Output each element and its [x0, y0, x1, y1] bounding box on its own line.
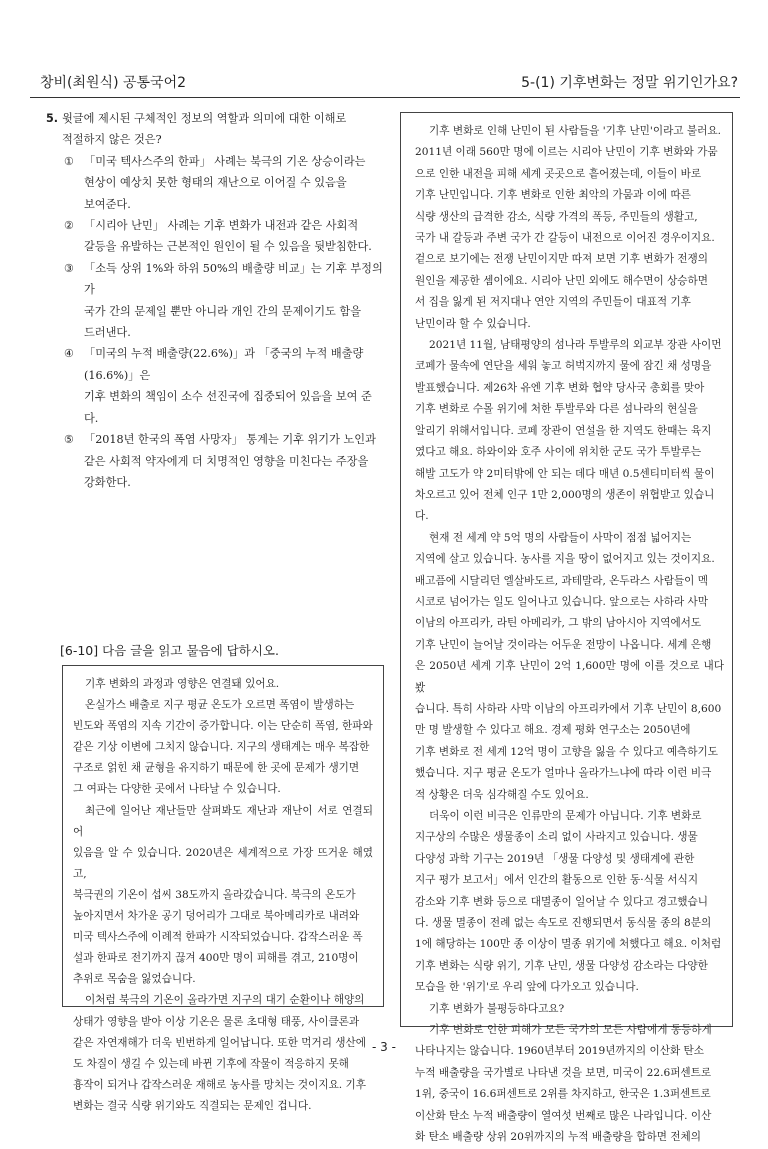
- passage-line: 나타나지는 않습니다. 1960년부터 2019년까지의 이산화 탄소: [415, 1045, 705, 1058]
- section-instruction: [6-10] 다음 글을 읽고 물음에 답하시오.: [60, 643, 279, 658]
- passage-line: 지구상의 수많은 생물종이 소리 없이 사라지고 있습니다. 생물: [415, 831, 698, 844]
- passage-line: 이남의 아프리카, 라틴 아메리카, 그 밖의 남아시아 지역에서도: [415, 617, 702, 630]
- passage-line: 다. 생물 멸종이 전례 없는 속도로 진행되면서 동식물 종의 8분의: [415, 917, 712, 930]
- passage-right-text: [415, 121, 724, 1149]
- question-stem: [46, 108, 384, 151]
- option-text-line: 현상이 예상치 못한 형태의 재난으로 이어질 수 있음을: [84, 176, 347, 190]
- header-textbook-title: 창비(최원식) 공통국어2: [40, 75, 186, 91]
- passage-line: 그 여파는 다양한 곳에서 나타날 수 있습니다.: [73, 783, 281, 796]
- answer-option[interactable]: [54, 215, 384, 258]
- passage-line: 기후 난민입니다. 기후 변화로 인한 최악의 가뭄과 이에 따른: [415, 189, 691, 202]
- passage-line: 국가 내 갈등과 주변 국가 간 갈등이 내전으로 이어진 경우이지요.: [415, 232, 715, 245]
- passage-line: 식량 생산의 급격한 감소, 식량 가격의 폭등, 주민들의 생활고,: [415, 210, 698, 223]
- passage-line: 이처럼 북극의 기온이 올라가면 지구의 대기 순환이나 해양의: [85, 994, 365, 1007]
- passage-line: 였다고 해요. 하와이와 호주 사이에 위치한 군도 국가 투발루는: [415, 446, 702, 459]
- passage-line: 기후 변화로 수몰 위기에 처한 투발루와 다른 섬나라의 현실을: [415, 403, 698, 416]
- passage-line: 습니다. 특히 사하라 사막 이남의 아프리카에서 기후 난민이 8,600: [415, 702, 722, 715]
- passage-line: 겉으로 보기에는 전쟁 난민이지만 따져 보면 기후 변화가 전쟁의: [415, 253, 709, 266]
- passage-box-left: [62, 665, 384, 1112]
- passage-line: 은 2050년 세계 기후 난민이 2억 1,600만 명에 이를 것으로 내다봤: [415, 660, 724, 694]
- passage-line: 같은 기상 이변에 그치지 않습니다. 지구의 생태계는 매우 복잡한: [73, 741, 370, 754]
- passage-line: 다양성 과학 기구는 2019년 「생물 다양성 및 생태계에 관한: [415, 852, 695, 865]
- passage-line: 상태가 영향을 받아 이상 기온은 물론 초대형 태풍, 사이클론과: [73, 1015, 360, 1028]
- passage-paragraph: [415, 999, 724, 1020]
- option-text-line: 같은 사회적 약자에게 더 치명적인 영향을 미친다는 주장을: [84, 454, 369, 468]
- option-marker: ④: [64, 347, 75, 361]
- answer-option[interactable]: [54, 343, 384, 429]
- passage-line: 기후 변화로 인한 피해가 모든 국가의 모든 사람에게 동등하게: [429, 1024, 712, 1037]
- question-stem-line: 적절하지 않은 것은?: [62, 133, 162, 147]
- passage-line: 설과 한파로 전기까지 끊겨 400만 명이 피해를 겪고, 210명이: [73, 952, 359, 965]
- question-number: 5.: [46, 112, 59, 125]
- passage-line: 미국 텍사스주에 이례적 한파가 시작되었습니다. 갑작스러운 폭: [73, 931, 363, 944]
- passage-line: 기후 변화로 인해 난민이 된 사람들을 '기후 난민'이라고 불러요.: [429, 125, 721, 137]
- option-text-line: 갈등을 유발하는 근본적인 원인이 될 수 있음을 뒷받침한다.: [84, 240, 372, 254]
- passage-line: 난민이라 할 수 있습니다.: [415, 317, 531, 330]
- answer-option[interactable]: [54, 258, 384, 344]
- option-text-line: 기후 변화의 책임이 소수 선진국에 집중되어 있음을 보여 준다.: [84, 390, 372, 425]
- passage-line: 화 탄소 배출량 상위 20위까지의 누적 배출량을 합하면 전체의: [415, 1131, 702, 1144]
- passage-line: 북극권의 기온이 섭씨 38도까지 올라갔습니다. 북극의 온도가: [73, 888, 356, 901]
- passage-line: 1위, 중국이 16.6퍼센트로 2위를 차지하고, 한국은 1.3퍼센트로: [415, 1088, 711, 1101]
- passage-line: 만 명 발생할 수 있다고 해요. 경제 평화 연구소는 2050년에: [415, 724, 691, 737]
- passage-paragraph: [415, 528, 724, 806]
- passage-line: 서 집을 잃게 된 저지대나 연안 지역의 주민들이 대표적 기후: [415, 296, 691, 309]
- passage-paragraph: [73, 695, 373, 800]
- option-marker: ③: [64, 261, 75, 275]
- option-text-line: 「미국 텍사스주의 한파」 사례는 북극의 기온 상승이라는: [84, 154, 366, 168]
- header-divider: [30, 97, 740, 98]
- passage-line: 더욱이 이런 비극은 인류만의 문제가 아닙니다. 기후 변화로: [429, 810, 702, 822]
- passage-box-right: [400, 112, 733, 1144]
- option-text-line: 「시리아 난민」 사례는 기후 변화가 내전과 같은 사회적: [84, 219, 359, 233]
- answer-option[interactable]: [54, 429, 384, 493]
- passage-line: 2011년 이래 560만 명에 이르는 시리아 난민이 기후 변화와 가뭄: [415, 146, 718, 159]
- passage-line: 적 상황은 더욱 심각해질 수도 있어요.: [415, 788, 589, 801]
- option-text-line: 「소득 상위 1%와 하위 50%의 배출량 비교」는 기후 부정의가: [84, 261, 383, 297]
- passage-line: 다.: [415, 510, 429, 523]
- passage-line: 온실가스 배출로 지구 평균 온도가 오르면 폭염이 발생하는: [85, 699, 355, 712]
- passage-line: 지구 평가 보고서」에서 인간의 활동으로 인한 동·식물 서식지: [415, 874, 699, 887]
- passage-line: 코페가 물속에 연단을 세워 놓고 허벅지까지 물에 잠긴 채 성명을: [415, 360, 712, 373]
- option-marker: ①: [64, 154, 75, 168]
- passage-line: 차오르고 있어 전체 인구 1만 2,000명의 생존이 위협받고 있습니: [415, 488, 715, 501]
- passage-line: 있음을 알 수 있습니다. 2020년은 세계적으로 가장 뜨거운 해였고,: [73, 846, 373, 880]
- passage-paragraph: [415, 121, 724, 335]
- question-stem-line: 윗글에 제시된 구체적인 정보의 역할과 의미에 대한 이해로: [62, 112, 347, 125]
- passage-line: 흉작이 되거나 갑작스러운 재해로 농사를 망치는 것이지요. 기후: [73, 1078, 367, 1091]
- passage-line: 으로 인한 내전을 피해 세계 곳곳으로 흩어졌는데, 이들이 바로: [415, 167, 702, 180]
- passage-line: 이산화 탄소 누적 배출량이 열여섯 번째로 많은 나라입니다. 이산: [415, 1109, 712, 1122]
- option-text-line: 드러낸다.: [84, 326, 131, 340]
- passage-line: 알리기 위해서입니다. 코페 장관이 연설을 한 지역도 한때는 육지: [415, 424, 712, 437]
- passage-line: 모습을 한 '위기'로 우리 앞에 다가오고 있습니다.: [415, 981, 639, 994]
- passage-line: 지역에 살고 있습니다. 농사를 지을 땅이 없어지고 있는 것이지요.: [415, 553, 715, 566]
- passage-line: 감소와 기후 변화 등으로 대멸종이 일어날 수 있다고 경고했습니: [415, 895, 709, 908]
- passage-line: 했습니다. 지구 평균 온도가 얼마나 올라가느냐에 따라 이런 비극: [415, 767, 712, 780]
- passage-line: 변화는 결국 식량 위기와도 직결되는 문제인 겁니다.: [73, 1099, 312, 1112]
- page-header: [30, 72, 738, 94]
- passage-line: 누적 배출량을 국가별로 나타낸 것을 보면, 미국이 22.6퍼센트로: [415, 1066, 712, 1079]
- passage-line: 기후 변화가 불평등하다고요?: [429, 1002, 565, 1015]
- passage-line: 시코로 넘어가는 일도 일어나고 있습니다. 앞으로는 사하라 사막: [415, 595, 709, 608]
- answer-option[interactable]: [54, 151, 384, 215]
- passage-paragraph: [73, 801, 373, 991]
- passage-line: 원인을 제공한 셈이에요. 시리아 난민 외에도 해수면이 상승하면: [415, 274, 709, 287]
- option-marker: ②: [64, 219, 75, 233]
- option-text-line: 보여준다.: [84, 197, 131, 211]
- passage-line: 1에 해당하는 100만 종 이상이 멸종 위기에 처했다고 해요. 이처럼: [415, 938, 722, 951]
- option-marker: ⑤: [64, 433, 75, 447]
- passage-line: 현재 전 세계 약 5억 명의 사람들이 사막이 점점 넓어지는: [429, 531, 692, 544]
- passage-line: 구조로 얽힌 채 균형을 유지하기 때문에 한 곳에 문제가 생기면: [73, 762, 360, 775]
- passage-line: 배고픔에 시달리던 엘살바도르, 과테말라, 온두라스 사람들이 멕: [415, 574, 709, 587]
- question-column: [46, 108, 384, 493]
- answer-options: [46, 151, 384, 494]
- option-text-line: 「미국의 누적 배출량(22.6%)」과 「중국의 누적 배출량(16.6%)」은: [84, 347, 364, 382]
- passage-line: 기후 변화로 전 세계 12억 명이 고향을 잃을 수 있다고 예측하기도: [415, 745, 718, 758]
- passage-paragraph: [73, 674, 373, 695]
- passage-paragraph: [415, 806, 724, 999]
- passage-line: 같은 자연재해가 더욱 빈번하게 일어납니다. 또한 먹거리 생산에: [73, 1036, 367, 1049]
- option-text-line: 강화한다.: [84, 475, 131, 489]
- passage-line: 높아지면서 차가운 공기 덩어리가 그대로 북아메리카로 내려와: [73, 910, 360, 923]
- passage-line: 발표했습니다. 제26차 유엔 기후 변화 협약 당사국 총회를 맞아: [415, 381, 705, 394]
- passage-line: 기후 변화는 식량 위기, 기후 난민, 생물 다양성 감소라는 다양한: [415, 959, 708, 972]
- passage-line: 해발 고도가 약 2미터밖에 안 되는 데다 매년 0.5센티미터씩 물이: [415, 467, 715, 480]
- passage-line: 도 차질이 생길 수 있는데 바뀐 기후에 작물이 적응하지 못해: [73, 1057, 349, 1070]
- passage-line: 최근에 일어난 재난들만 살펴봐도 재난과 재난이 서로 연결되어: [73, 804, 373, 838]
- page-number: - 3 -: [372, 1040, 396, 1054]
- option-text-line: 「2018년 한국의 폭염 사망자」 통계는 기후 위기가 노인과: [84, 433, 376, 447]
- option-text-line: 국가 간의 문제일 뿐만 아니라 개인 간의 문제이기도 함을: [84, 304, 362, 318]
- passage-line: 2021년 11월, 남태평양의 섬나라 투발루의 외교부 장관 사이먼: [429, 339, 722, 352]
- passage-paragraph: [415, 335, 724, 528]
- passage-line: 추위로 목숨을 잃었습니다.: [73, 973, 196, 986]
- passage-line: 기후 난민이 늘어날 것이라는 어두운 전망이 나옵니다. 세계 은행: [415, 638, 712, 651]
- passage-line: 기후 변화의 과정과 영향은 연결돼 있어요.: [85, 678, 280, 690]
- header-unit-title: 5-(1) 기후변화는 정말 위기인가요?: [521, 75, 738, 91]
- passage-line: 빈도와 폭염의 지속 기간이 증가합니다. 이는 단순히 폭염, 한파와: [73, 720, 373, 733]
